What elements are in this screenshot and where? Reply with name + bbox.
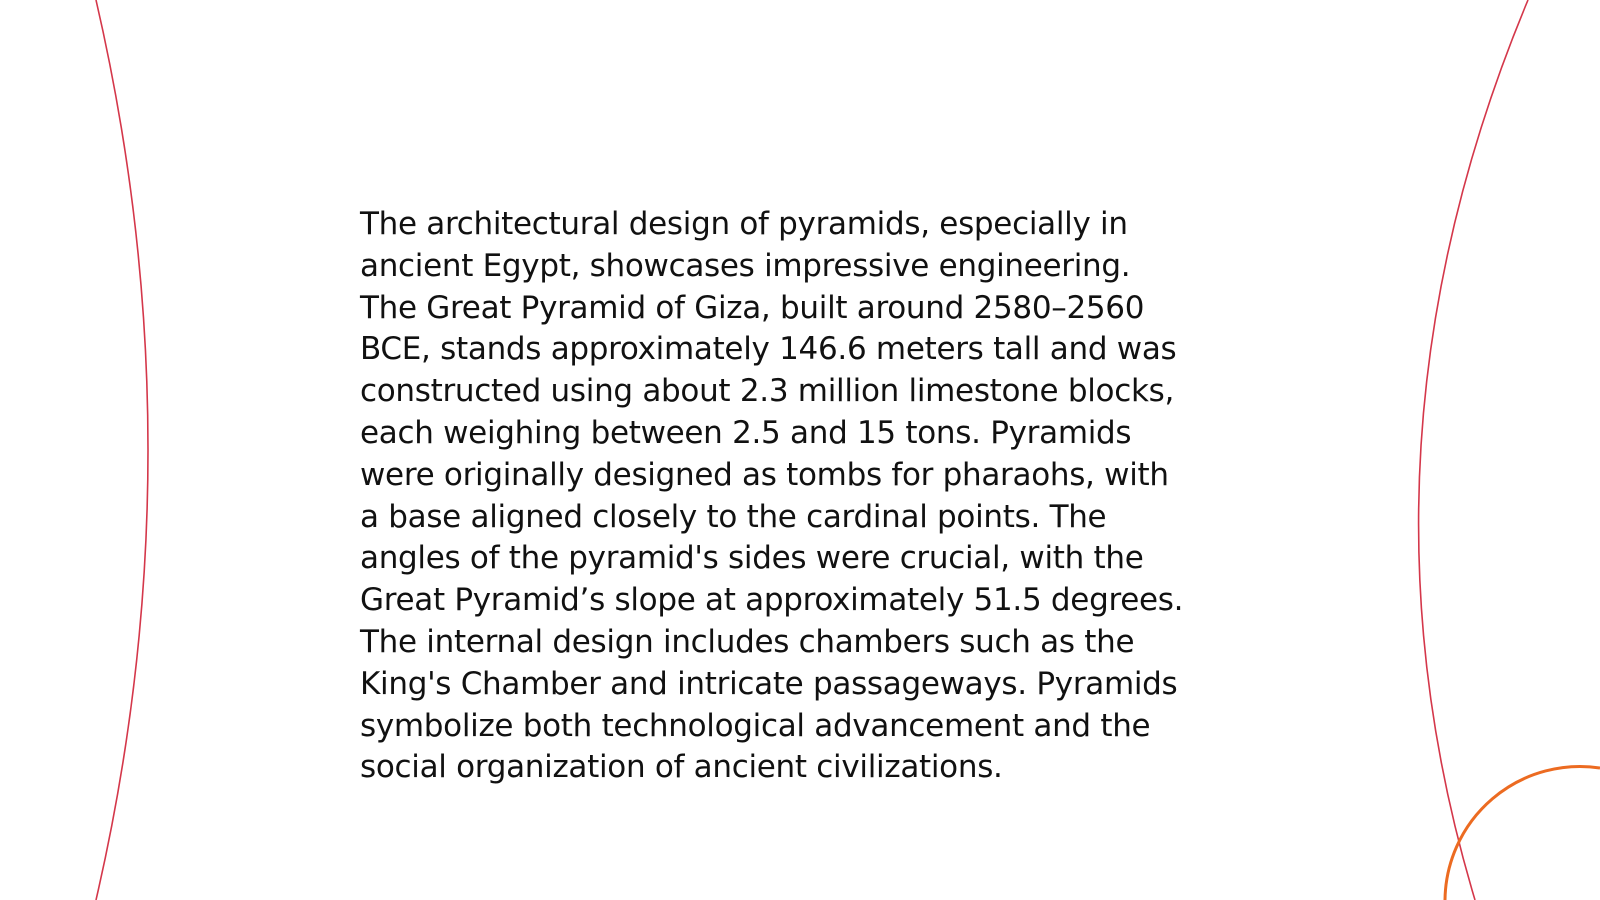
left-red-arc <box>96 0 148 900</box>
body-paragraph <box>360 204 1240 789</box>
paragraph-line: The Great Pyramid of Giza, built around 2580–2560 <box>360 289 1145 326</box>
paragraph-line: Great Pyramid’s slope at approximately 51.5 degrees. <box>360 582 1184 619</box>
paragraph-line: each weighing between 2.5 and 15 tons. Pyramids <box>360 414 1132 451</box>
paragraph-line: BCE, stands approximately 146.6 meters tall and was <box>360 331 1177 368</box>
right-red-arc <box>1419 0 1528 900</box>
paragraph-line: angles of the pyramid's sides were crucial, with the <box>360 540 1144 577</box>
paragraph-line: symbolize both technological advancement and the <box>360 707 1151 744</box>
paragraph-line: a base aligned closely to the cardinal points. The <box>360 498 1107 535</box>
paragraph-line: social organization of ancient civilizations. <box>360 749 1003 786</box>
orange-circle-arc <box>1445 767 1600 900</box>
paragraph-line: were originally designed as tombs for pharaohs, with <box>360 456 1169 493</box>
paragraph-line: constructed using about 2.3 million limestone blocks, <box>360 373 1175 410</box>
paragraph-line: The architectural design of pyramids, especially in <box>360 206 1128 242</box>
paragraph-line: ancient Egypt, showcases impressive engineering. <box>360 247 1131 284</box>
paragraph-line: The internal design includes chambers such as the <box>360 623 1135 660</box>
paragraph-line: King's Chamber and intricate passageways. Pyramids <box>360 665 1178 702</box>
